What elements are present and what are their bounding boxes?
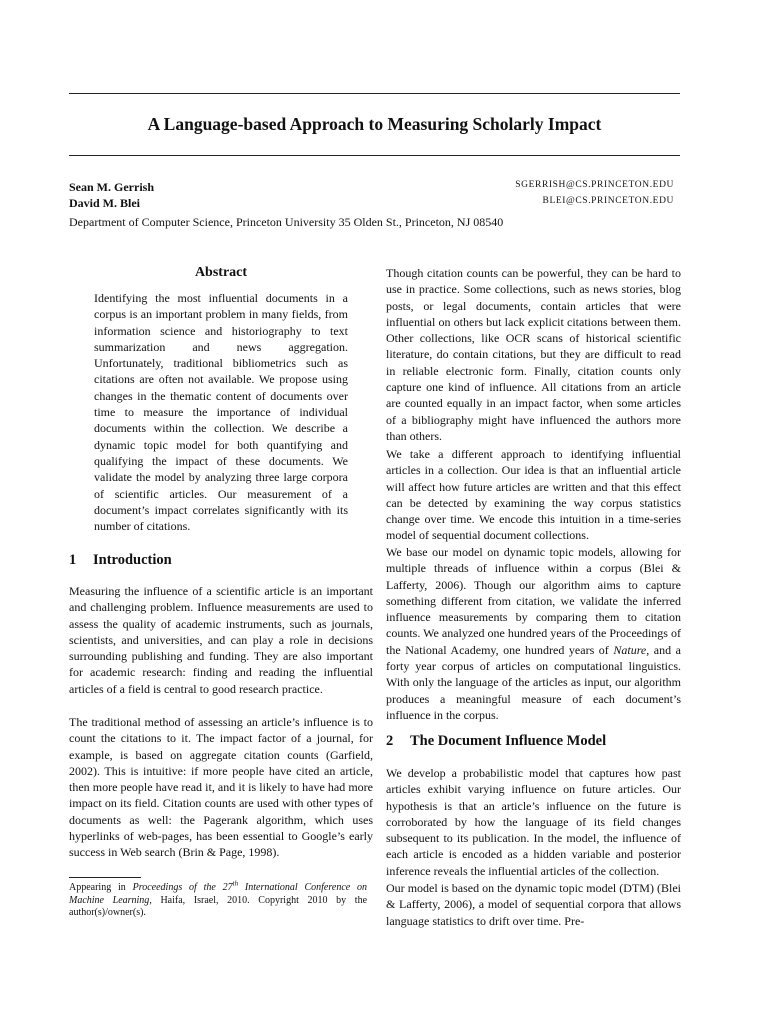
paragraph-text: , and a forty year corpus of articles on computational linguistics. With only the language of the articles as input, our algorithm produces a meaningful measure of each document’s influence in the corpus. [386,642,682,722]
title-rule-bottom [69,155,680,156]
abstract-text: Identifying the most influential documents in a corpus is an important problem in many fields, from information science and historiography to text summarization and news aggregation. Unfortunately, traditional bibliometrics such as citations are often not available. We propose using changes in the thematic content of documents over time to measure the importance of individual documents within the collection. We describe a dynamic topic model for both quantifying and qualifying the impact of these documents. We validate the model by analyzing three large corpora of scientific articles. Our measurement of a document’s impact correlates significantly with its number of citations. [94,291,348,534]
author-email[interactable]: BLEI@CS.PRINCETON.EDU [542,196,674,206]
body-paragraph: Though citation counts can be powerful, they can be hard to use in practice. Some collections, such as news stories, blog posts, or legal documents, contain articles that were influential on others but lack explicit citations between them. Other collections, like OCR scans of historical scientific literature, do contain citations, but they are difficult to read in reliable electronic form. Finally, citation counts only capture one kind of influence. All citations from an article are counted equally in an impact factor, when some articles of a bibliography might have influenced the authors more than others. [386,266,681,443]
section-number: 2 [386,733,394,749]
body-paragraph: Our model is based on the dynamic topic model (DTM) (Blei & Lafferty, 2006), a model of sequential corpora that allows language statistics to drift over time. Pre- [386,881,681,928]
title-rule-top [69,93,680,94]
section-title: The Document Influence Model [410,733,607,749]
footnote [69,879,368,920]
section-heading-introduction [69,552,172,569]
footnote-superscript: th [232,879,239,888]
body-paragraph: Measuring the influence of a scientific article is an important and challenging problem. Influence measurements are used to assess the quality of academic instruments, such as journals, scientists, and universities, and can play a role in decisions surrounding publishing and funding. They are also important for academic research: finding and reading the influential articles of a field is central to good research practice. [69,584,373,696]
author-email[interactable]: SGERRISH@CS.PRINCETON.EDU [515,180,674,190]
paragraph-text: We base our model on dynamic topic models, allowing for multiple threads of influence within a corpus (Blei & Lafferty, 2006). Though our algorithm aims to capture something different from citation, we validate the inferred influence measurements by comparing them to citation counts. We analyzed one hundred years of the Proceedings of the National Academy, one hundred years of [386,545,681,657]
footnote-prefix: Appearing in [69,882,133,893]
body-paragraph [386,544,681,723]
author-name: Sean M. Gerrish [69,180,154,194]
footnote-venue: Proceedings of the 27 [132,882,233,893]
section-number: 1 [69,552,77,568]
author-row [69,196,674,212]
footnote-suffix: , Haifa, Israel, 2010. Copyright 2010 by the author(s)/owner(s). [69,894,368,918]
footnote-venue-rest: International Conference on Machine Learning [69,882,368,906]
author-row [69,180,674,196]
abstract-heading: Abstract [194,265,248,280]
section-heading-document-influence-model [386,733,606,750]
footnote-rule [69,877,141,878]
body-paragraph: We take a different approach to identifying influential articles in a collection. Our idea is that an influential article will affect how future articles are written and that this effect can be detected by examining the way corpus statistics change over time. We encode this intuition in a time-series model of sequential document collections. [386,447,681,543]
body-paragraph: The traditional method of assessing an article’s influence is to count the citations to it. The impact factor of a journal, for example, is based on aggregate citation counts (Garfield, 2002). This is intuitive: if more people have cited an article, then more people have read it, and it is likely to have had more impact on its field. Citation counts are used with other types of documents as well: the Pagerank algorithm, which uses hyperlinks of web-pages, has been essential to Google’s early success in Web search (Brin & Page, 1998). [69,715,373,860]
paper-title: A Language-based Approach to Measuring Scholarly Impact [147,114,602,134]
affiliation: Department of Computer Science, Princeton University 35 Olden St., Princeton, NJ 08540 [69,215,504,229]
section-title: Introduction [93,552,172,568]
journal-name: Nature [613,642,647,657]
author-name: David M. Blei [69,196,140,210]
body-paragraph: We develop a probabilistic model that captures how past articles exhibit varying influence on future articles. Our hypothesis is that an article’s influence on the future is corroborated by how the language of its field changes subsequent to its publication. In the model, the influence of each article is encoded as a hidden variable and posterior inference reveals the influential articles of the collection. [386,766,681,878]
